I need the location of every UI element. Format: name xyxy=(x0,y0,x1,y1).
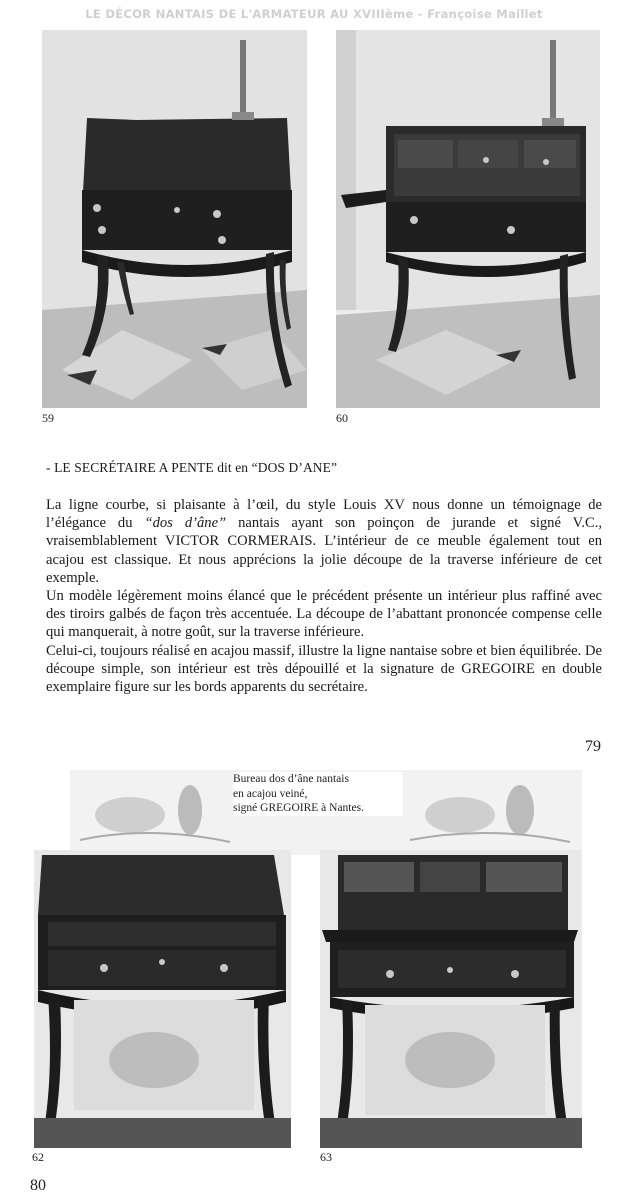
page-number-79: 79 xyxy=(585,738,601,755)
photo-bureau-open xyxy=(320,850,582,1148)
photo-caption xyxy=(233,772,403,816)
paragraph-2: Un modèle légèrement moins élancé que le précédent présente un intérieur plus raffiné avec des tiroirs galbés de façon très accentuée. La découpe de l’abattant prononcée compense celle qui manquerait, à notre goût, sur la traverse inférieure. xyxy=(46,588,602,641)
page-number-80: 80 xyxy=(30,1177,46,1194)
photo-secretaire-open xyxy=(336,30,600,408)
caption-line-3: signé GREGOIRE à Nantes. xyxy=(233,802,364,814)
figure-number-60: 60 xyxy=(336,411,348,425)
caption-line-2: en acajou veiné, xyxy=(233,787,308,800)
photo-bureau-closed xyxy=(34,850,291,1148)
photo-secretaire-closed xyxy=(42,30,307,408)
figure-number-59: 59 xyxy=(42,411,54,425)
paragraph-1-part-b: nantais ayant son poinçon de jurande et signé V.C., vraisemblablement VICTOR CORMERAIS. L’intérieur de ce meuble également tout en acajou est classique. Et nous apprécions la jolie découpe de la traverse inférieure de cet exemple. xyxy=(46,515,602,586)
figure-number-62: 62 xyxy=(32,1150,44,1164)
paragraph-3: Celui-ci, toujours réalisé en acajou massif, illustre la ligne nantaise sobre et bien équilibrée. De découpe simple, son intérieur est très dépouillé et la signature de GREGOIRE en double exemplaire figure sur les bords apparents du secrétaire. xyxy=(46,642,602,696)
paragraph-1 xyxy=(46,496,602,587)
section-heading: - LE SECRÉTAIRE A PENTE dit en “DOS D’ANE” xyxy=(46,460,338,475)
figure-number-63: 63 xyxy=(320,1150,332,1164)
running-header: LE DÉCOR NANTAIS DE L'ARMATEUR AU XVIIIème - Françoise Maillet xyxy=(85,7,543,21)
paragraph-1-part-a: La ligne courbe, si plaisante à l’œil, du style Louis XV nous donne un témoignage de l’élégance du xyxy=(46,497,602,532)
caption-line-1: Bureau dos d’âne nantais xyxy=(233,773,349,785)
body-text xyxy=(46,496,602,696)
paragraph-1-italic: “dos d’âne” xyxy=(144,515,227,532)
